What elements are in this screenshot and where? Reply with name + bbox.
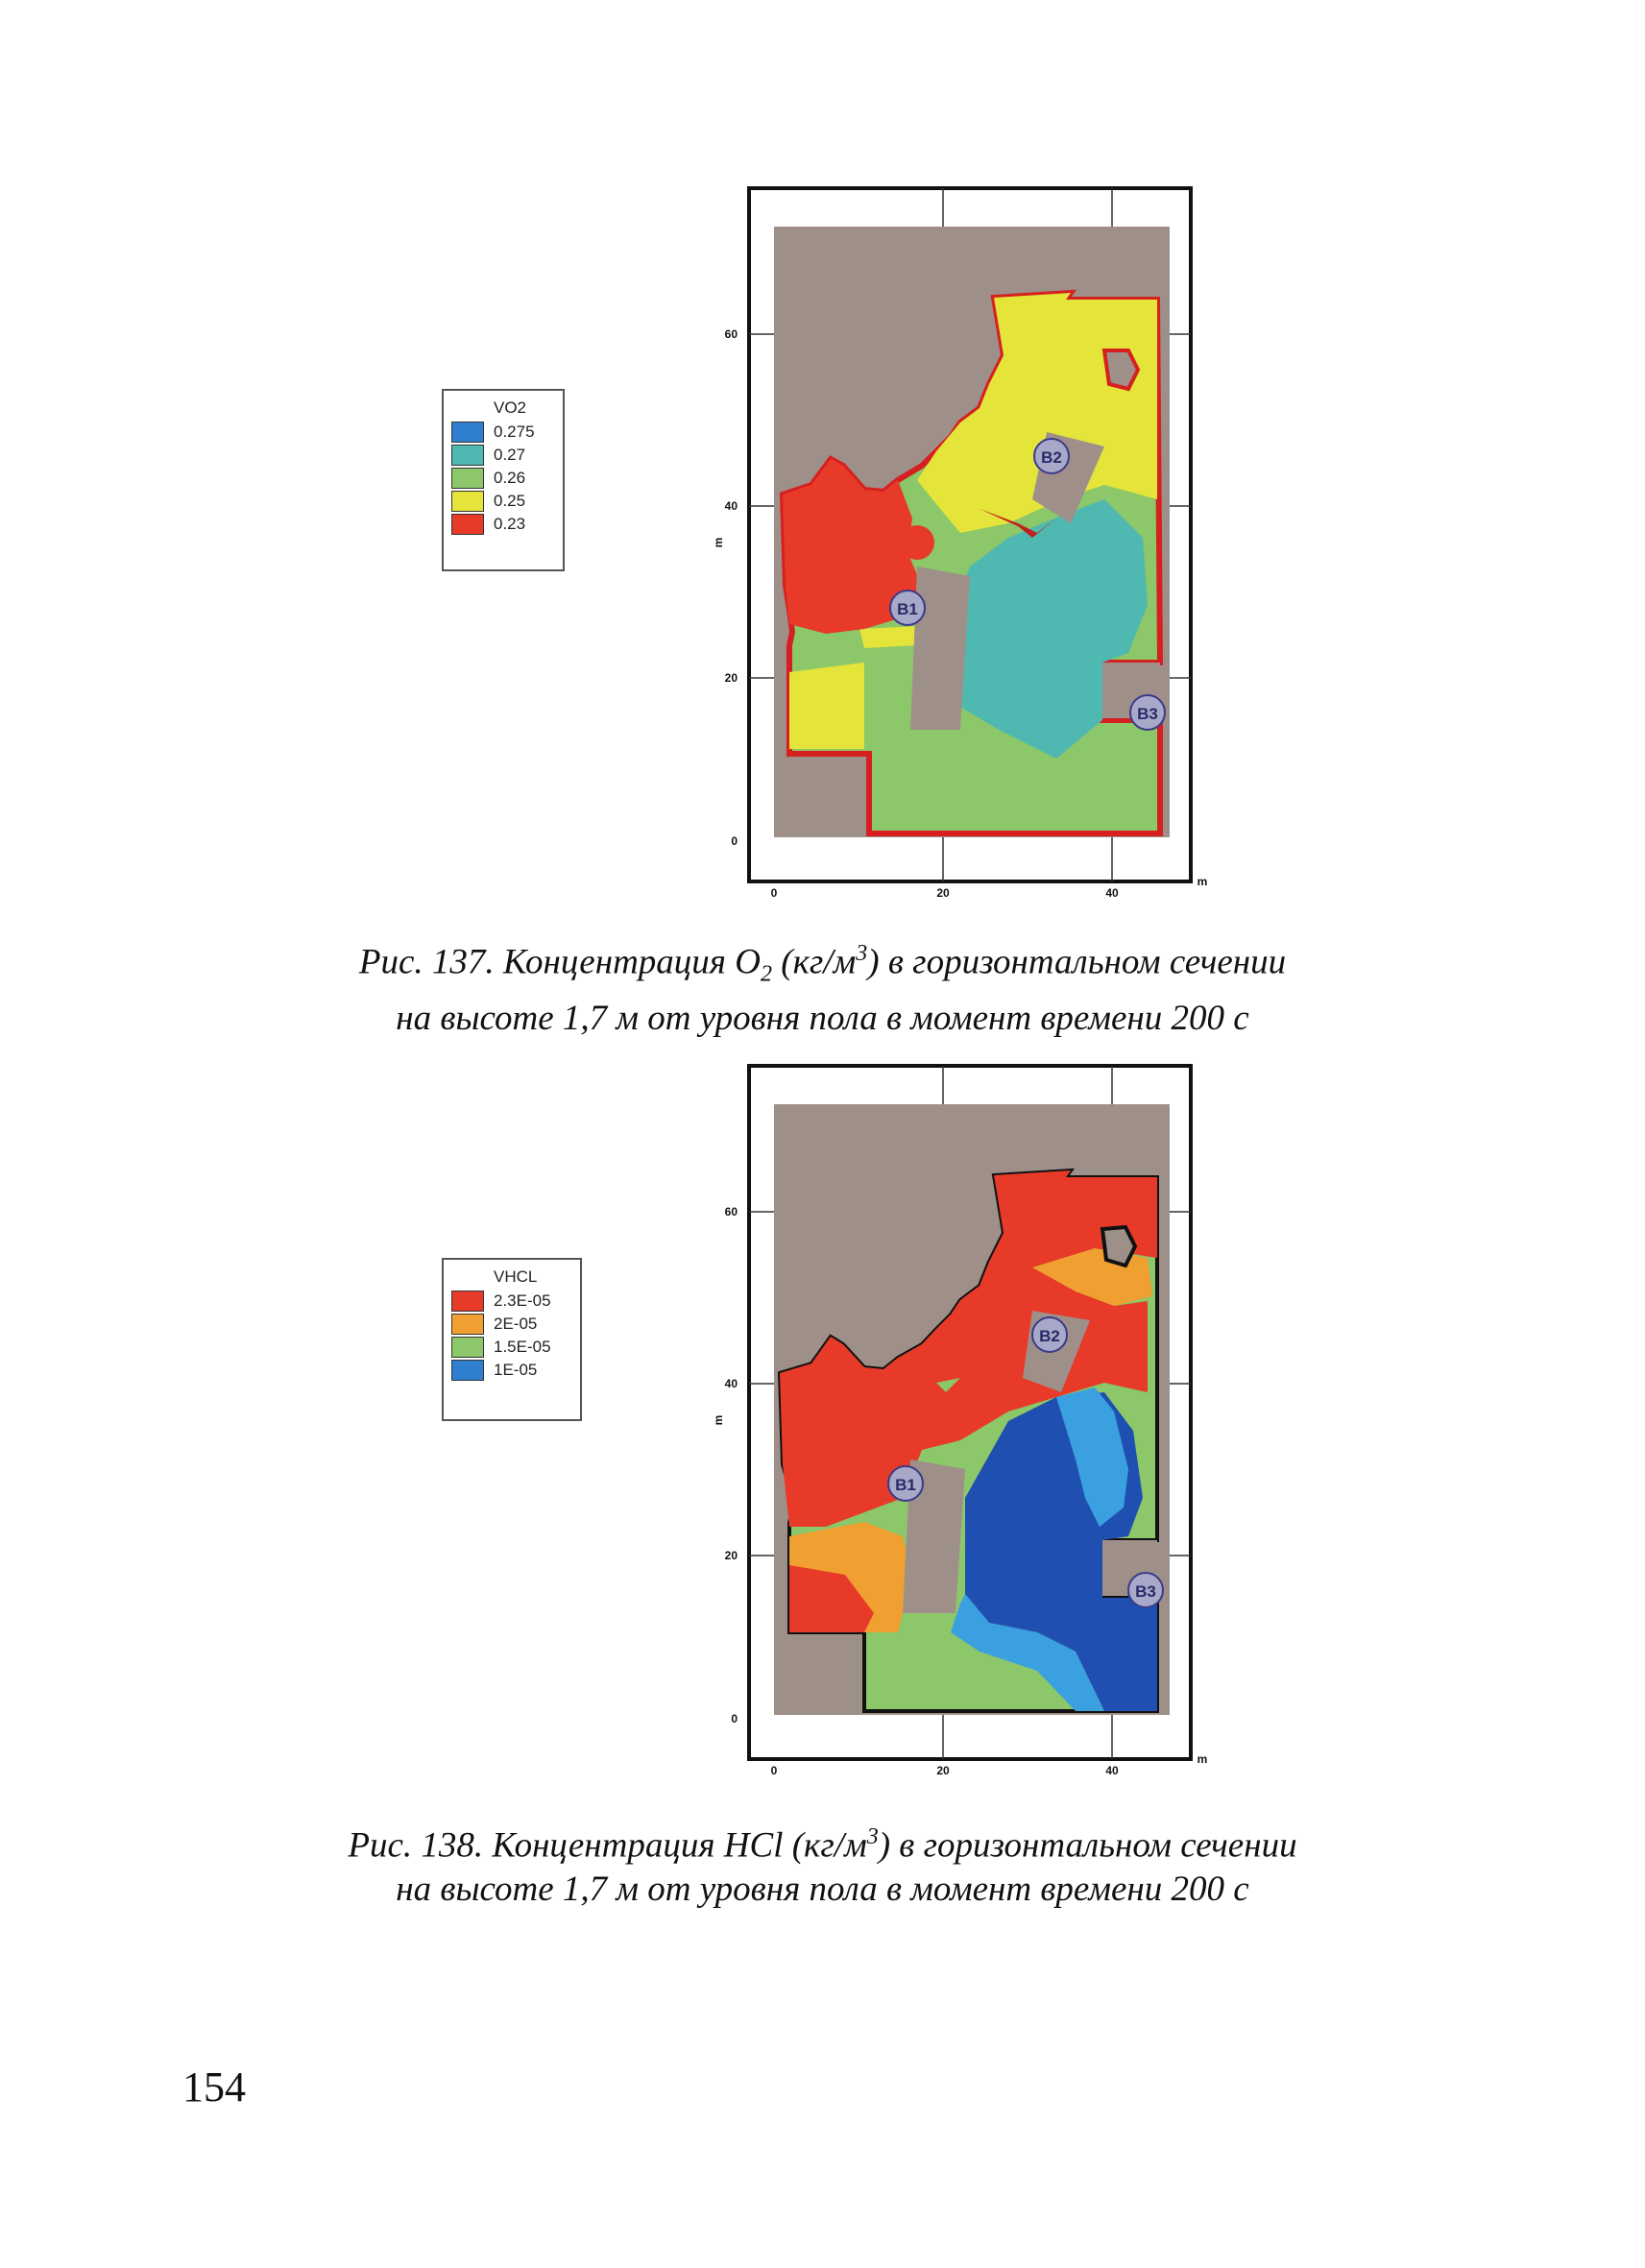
legend-label: 0.26 [494,469,526,487]
y-unit-label: m [712,1414,725,1426]
block-b2-marker [1032,1317,1067,1352]
x-unit-label: m [1197,1752,1208,1766]
legend-title: VHCL [494,1267,538,1286]
svg-text:B1: B1 [895,1476,916,1494]
caption-line-2: на высоте 1,7 м от уровня пола в момент времени 200 с [396,1870,1249,1910]
x-tick-label: 40 [1105,886,1119,900]
page-number: 154 [182,2063,246,2111]
y-unit-label: m [712,537,725,548]
legend-label: 0.25 [494,492,526,510]
x-tick-label: 20 [936,886,950,900]
legend-label: 0.27 [494,446,526,464]
y-tick-label: 0 [731,1712,738,1725]
svg-text:B2: B2 [1039,1327,1060,1345]
x-tick-label: 0 [770,886,778,900]
legend-label: 2.3E-05 [494,1291,551,1310]
y-tick-label: 60 [724,327,738,341]
y-tick-label: 60 [724,1205,738,1218]
y-tick-label: 40 [724,1377,738,1390]
legend-label: 0.23 [494,515,526,533]
y-tick-label: 20 [724,671,738,685]
y-tick-label: 40 [724,499,738,513]
legend-title: VO2 [494,398,527,417]
x-tick-label: 20 [936,1764,950,1777]
x-tick-label: 0 [770,1764,778,1777]
legend-label: 2E-05 [494,1315,538,1333]
legend-label: 1.5E-05 [494,1338,551,1356]
figure-caption [0,1815,1645,1912]
x-unit-label: m [1197,875,1208,888]
svg-text:B3: B3 [1137,705,1158,723]
y-tick-label: 20 [724,1549,738,1562]
caption-line-1: Рис. 138. Концентрация HCl $(кг/м^3)$ в горизонтальном сечении [348,1824,1297,1866]
legend-label: 0.275 [494,422,535,441]
caption-line-1: Рис. 137. Концентрация $O_2$ $(кг/м^3)$ в горизонтальном сечении [358,941,1287,987]
legend-label: 1E-05 [494,1361,538,1379]
y-tick-label: 0 [731,834,738,848]
svg-text:B2: B2 [1041,448,1062,467]
svg-text:B3: B3 [1135,1582,1156,1601]
svg-text:B1: B1 [897,600,918,618]
hole-shape [1102,1227,1135,1266]
block-b1-marker [888,1466,923,1501]
x-tick-label: 40 [1105,1764,1119,1777]
caption-line-2: на высоте 1,7 м от уровня пола в момент времени 200 с [396,998,1249,1038]
block-b3-marker [1128,1573,1163,1607]
